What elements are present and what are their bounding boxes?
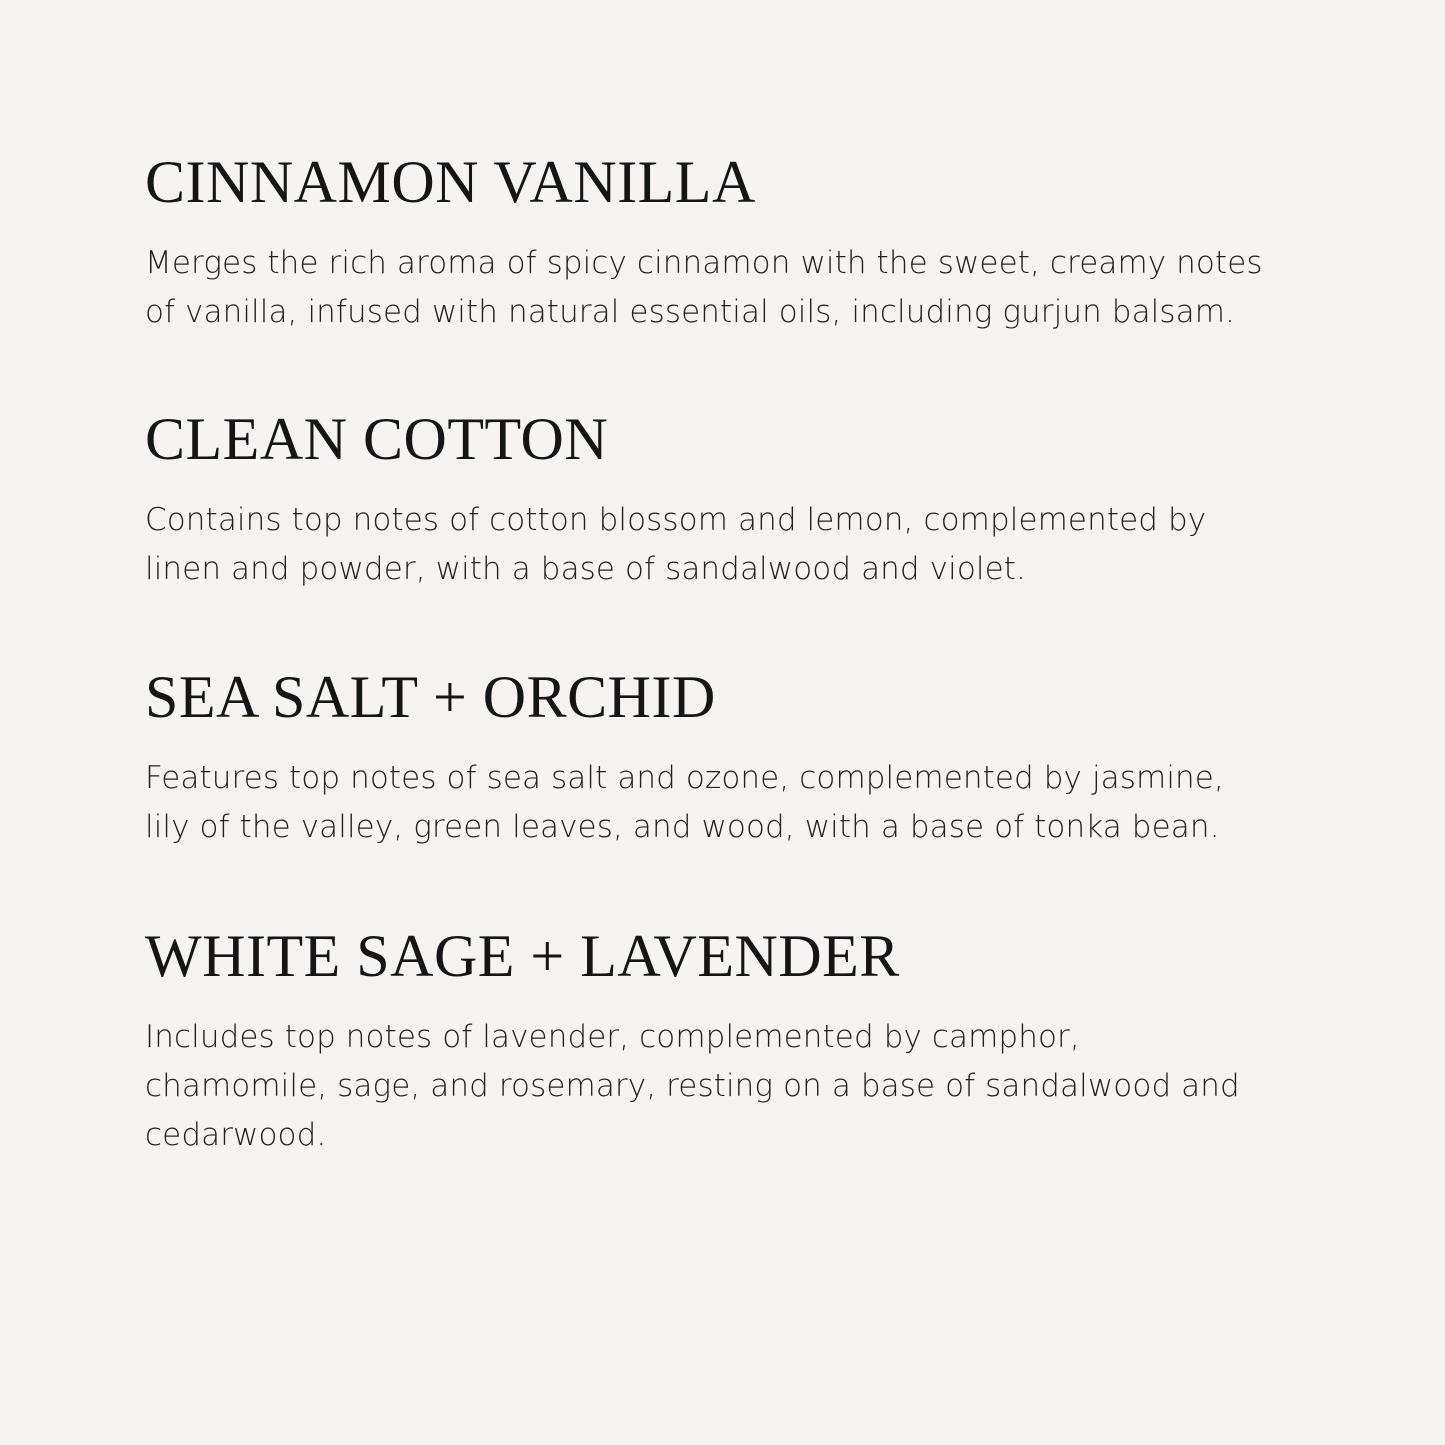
scent-entry-white-sage-lavender [145,924,1300,1160]
scent-title: CINNAMON VANILLA [145,149,756,215]
scent-title: CLEAN COTTON [145,405,609,472]
scent-description: Merges the rich aroma of spicy cinnamon with the sweet, creamy notes of vanilla, infused with natural essential oils, including gurjun balsam. [145,244,1263,330]
scent-description: Contains top notes of cotton blossom and lemon, complemented by linen and powder, with a base of sandalwood and violet. [145,501,1207,587]
scent-entry-clean-cotton [145,407,1300,594]
scent-description: Includes top notes of lavender, complemented by camphor, chamomile, sage, and rosemary, resting on a base of sandalwood and cedarwood. [145,1019,1240,1153]
scent-description: Features top notes of sea salt and ozone, complemented by jasmine, lily of the valley, green leaves, and wood, with a base of tonka bean. [145,760,1224,846]
scent-entry-cinnamon-vanilla [145,150,1300,337]
scent-title: WHITE SAGE + LAVENDER [145,923,900,990]
scent-entry-sea-salt-orchid [145,665,1300,852]
scent-title: SEA SALT + ORCHID [145,664,716,731]
